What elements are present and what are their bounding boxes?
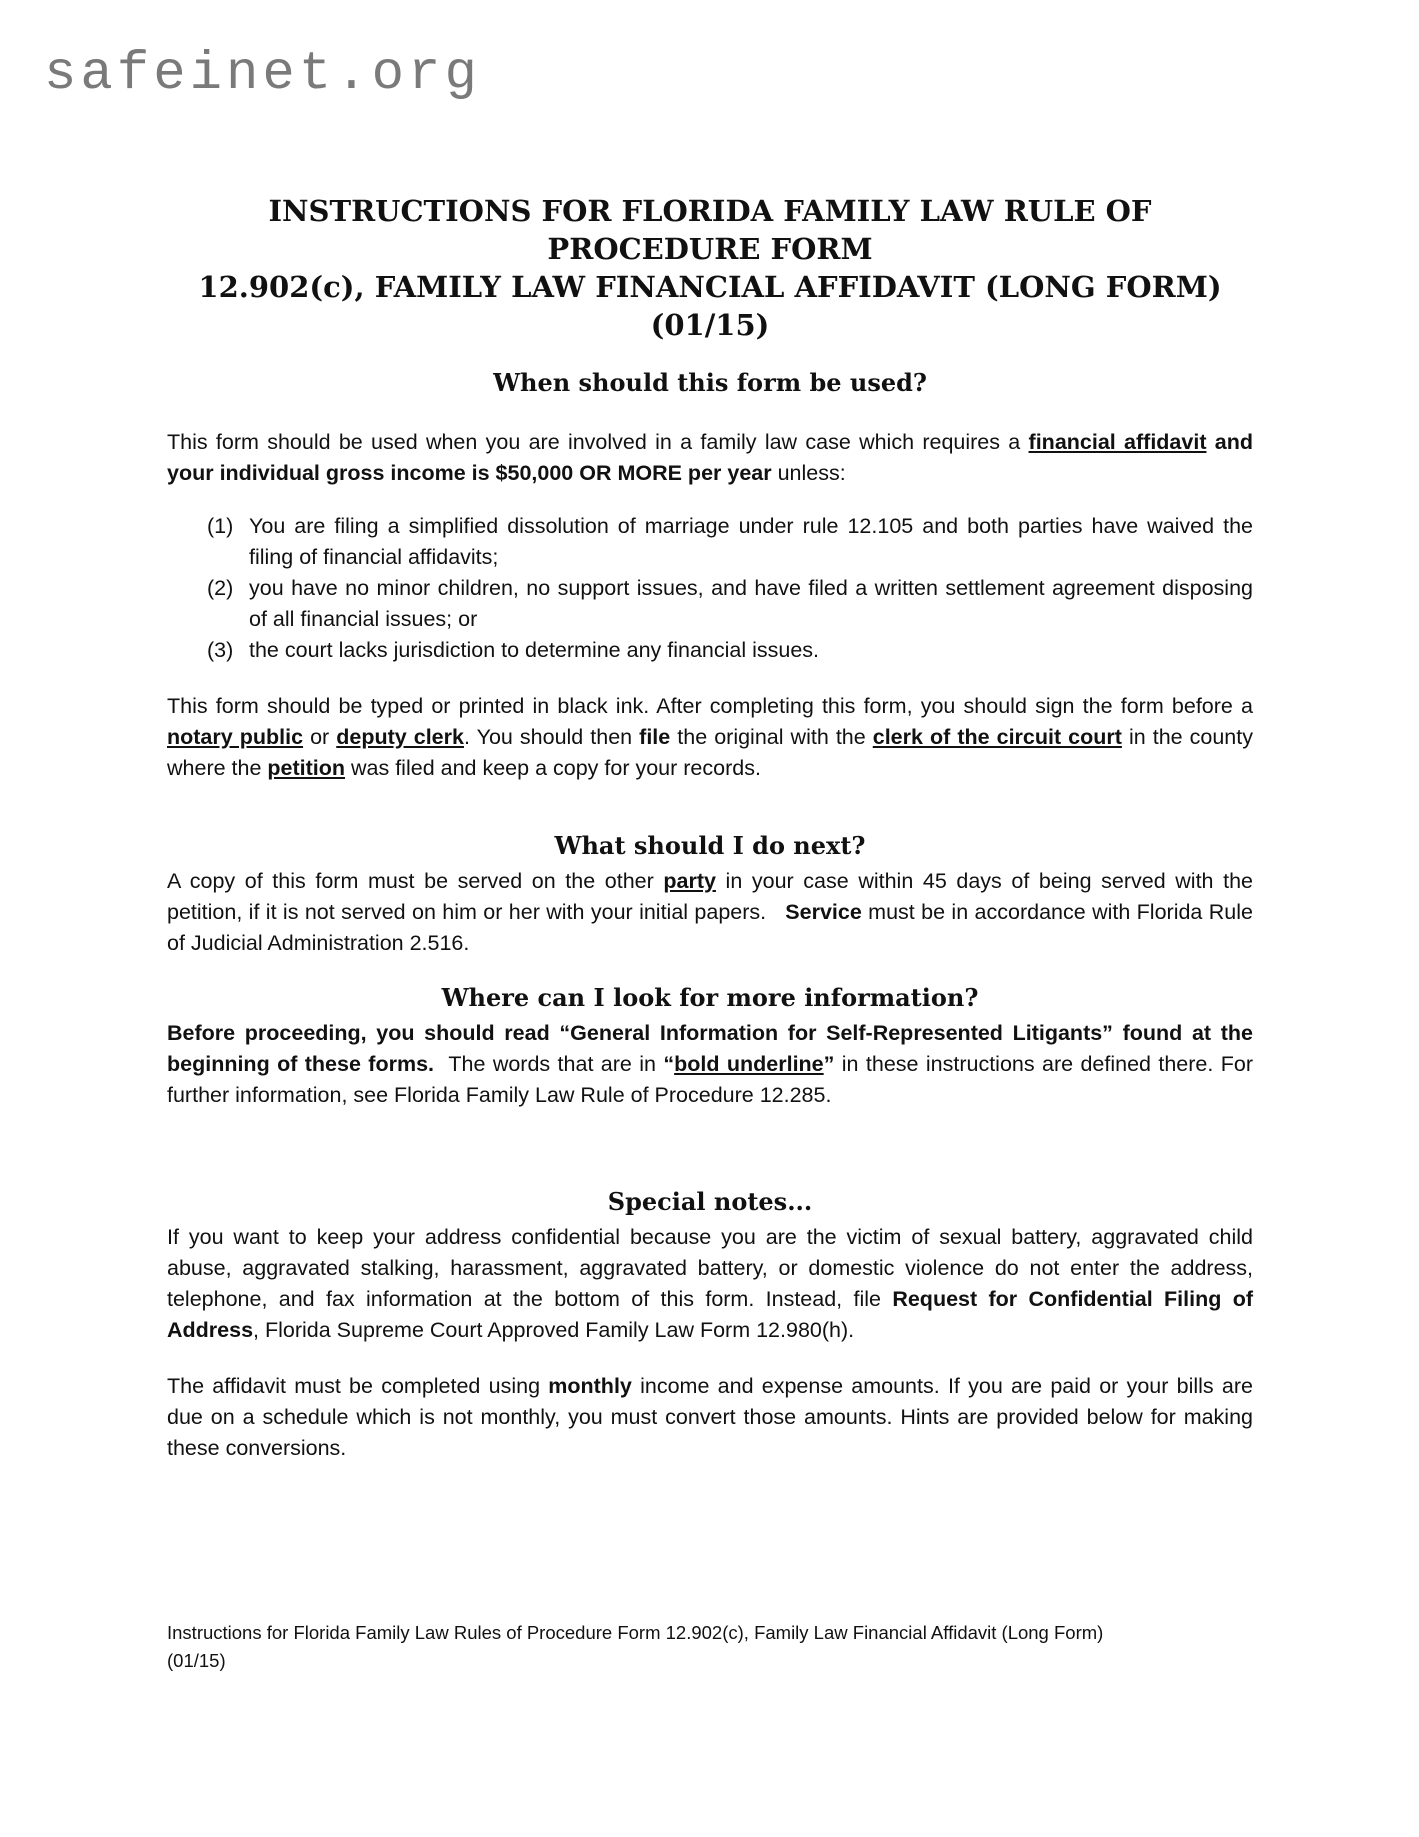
term-party[interactable]: party xyxy=(663,869,716,893)
confidential-text: If you want to keep your address confidential because you are the victim of sexual battery, aggravated child abuse, aggravated stalking, harassment, aggravated battery, or domestic violence do not enter the address, telephone, and fax information at the bottom of this form. Instead, file xyxy=(167,1225,1253,1311)
more-info-text: The words that are in xyxy=(434,1052,664,1076)
list-item xyxy=(207,635,1253,666)
list-text: you have no minor children, no support issues, and have filed a written settlement agreement disposing of all financial issues; or xyxy=(249,576,1253,631)
monthly-bold: monthly xyxy=(548,1374,632,1398)
filing-paragraph xyxy=(167,691,1253,784)
term-notary-public[interactable]: notary public xyxy=(167,725,304,749)
filing-text: was filed and keep a copy for your records. xyxy=(345,756,761,780)
term-service: Service xyxy=(785,900,862,924)
section-heading-next: What should I do next? xyxy=(554,831,866,860)
confidential-form-name: Request for Confidential Filing of Address xyxy=(167,1287,1254,1342)
income-threshold-text: and your individual gross income is $50,000 OR MORE per year xyxy=(167,430,1253,485)
watermark: safeinet.org xyxy=(44,44,481,105)
term-bold-underline: bold underline xyxy=(674,1052,824,1076)
next-text: in your case within 45 days of being served with the petition, if it is not served on him or her with your initial papers. xyxy=(167,869,1259,924)
intro-text: This form should be used when you are involved in a family law case which requires a xyxy=(167,430,1029,454)
intro-tail: unless: xyxy=(771,461,846,485)
title-line-1: INSTRUCTIONS FOR FLORIDA FAMILY LAW RULE OF PROCEDURE FORM xyxy=(268,194,1152,266)
term-deputy-clerk[interactable]: deputy clerk xyxy=(336,725,464,749)
section-heading-special-notes: Special notes... xyxy=(607,1187,813,1216)
term-clerk-of-circuit-court[interactable]: clerk of the circuit court xyxy=(872,725,1122,749)
list-number: (1) xyxy=(207,514,234,538)
next-text: must be in accordance with Florida Rule of Judicial Administration 2.516. xyxy=(167,900,1253,955)
quote-mark: ” xyxy=(823,1052,835,1076)
exceptions-list xyxy=(167,511,1253,666)
page-footer xyxy=(167,1619,1253,1675)
list-item xyxy=(207,573,1253,635)
term-financial-affidavit[interactable]: financial affidavit xyxy=(1028,430,1207,454)
intro-paragraph xyxy=(167,427,1253,489)
confidential-text: , Florida Supreme Court Approved Family Law Form 12.980(h). xyxy=(253,1318,855,1342)
more-info-text: in these instructions are defined there. For further information, see Florida Family Law Rule of Procedure 12.285. xyxy=(167,1052,1253,1107)
filing-text: or xyxy=(303,725,337,749)
term-file: file xyxy=(639,725,671,749)
footer-line-1: Instructions for Florida Family Law Rules of Procedure Form 12.902(c), Family Law Financial Affidavit (Long Form) xyxy=(167,1622,1104,1643)
more-info-bold: Before proceeding, you should read “General Information for Self-Represented Litigants” found at the beginning of these forms. xyxy=(167,1021,1253,1076)
list-text: You are filing a simplified dissolution of marriage under rule 12.105 and both parties have waived the filing of financial affidavits; xyxy=(249,514,1253,569)
filing-text: in the county where the xyxy=(167,725,1253,780)
list-item xyxy=(207,511,1253,573)
monthly-text: The affidavit must be completed using xyxy=(167,1374,549,1398)
quote-mark: “ xyxy=(663,1052,675,1076)
filing-text: This form should be typed or printed in black ink. After completing this form, you should sign the form before a xyxy=(167,694,1253,718)
monthly-paragraph xyxy=(167,1371,1253,1464)
next-text: A copy of this form must be served on the other xyxy=(167,869,664,893)
footer-line-2: (01/15) xyxy=(167,1650,226,1671)
next-paragraph xyxy=(167,866,1259,959)
title-line-2: 12.902(c), FAMILY LAW FINANCIAL AFFIDAVIT (LONG FORM)(01/15) xyxy=(198,270,1222,342)
list-number: (3) xyxy=(207,638,234,662)
document-body xyxy=(167,192,1259,1464)
list-number: (2) xyxy=(207,576,234,600)
section-heading-when: When should this form be used? xyxy=(493,368,927,397)
filing-text: . You should then xyxy=(463,725,640,749)
confidential-paragraph xyxy=(167,1222,1253,1346)
term-petition[interactable]: petition xyxy=(267,756,346,780)
document-title xyxy=(167,192,1253,344)
list-text: the court lacks jurisdiction to determine any financial issues. xyxy=(249,638,820,662)
section-heading-more-info: Where can I look for more information? xyxy=(441,983,979,1012)
filing-text: the original with the xyxy=(670,725,873,749)
monthly-text: income and expense amounts. If you are paid or your bills are due on a schedule which is not monthly, you must convert those amounts. Hints are provided below for making these conversions. xyxy=(167,1374,1253,1460)
more-info-paragraph xyxy=(167,1018,1253,1111)
